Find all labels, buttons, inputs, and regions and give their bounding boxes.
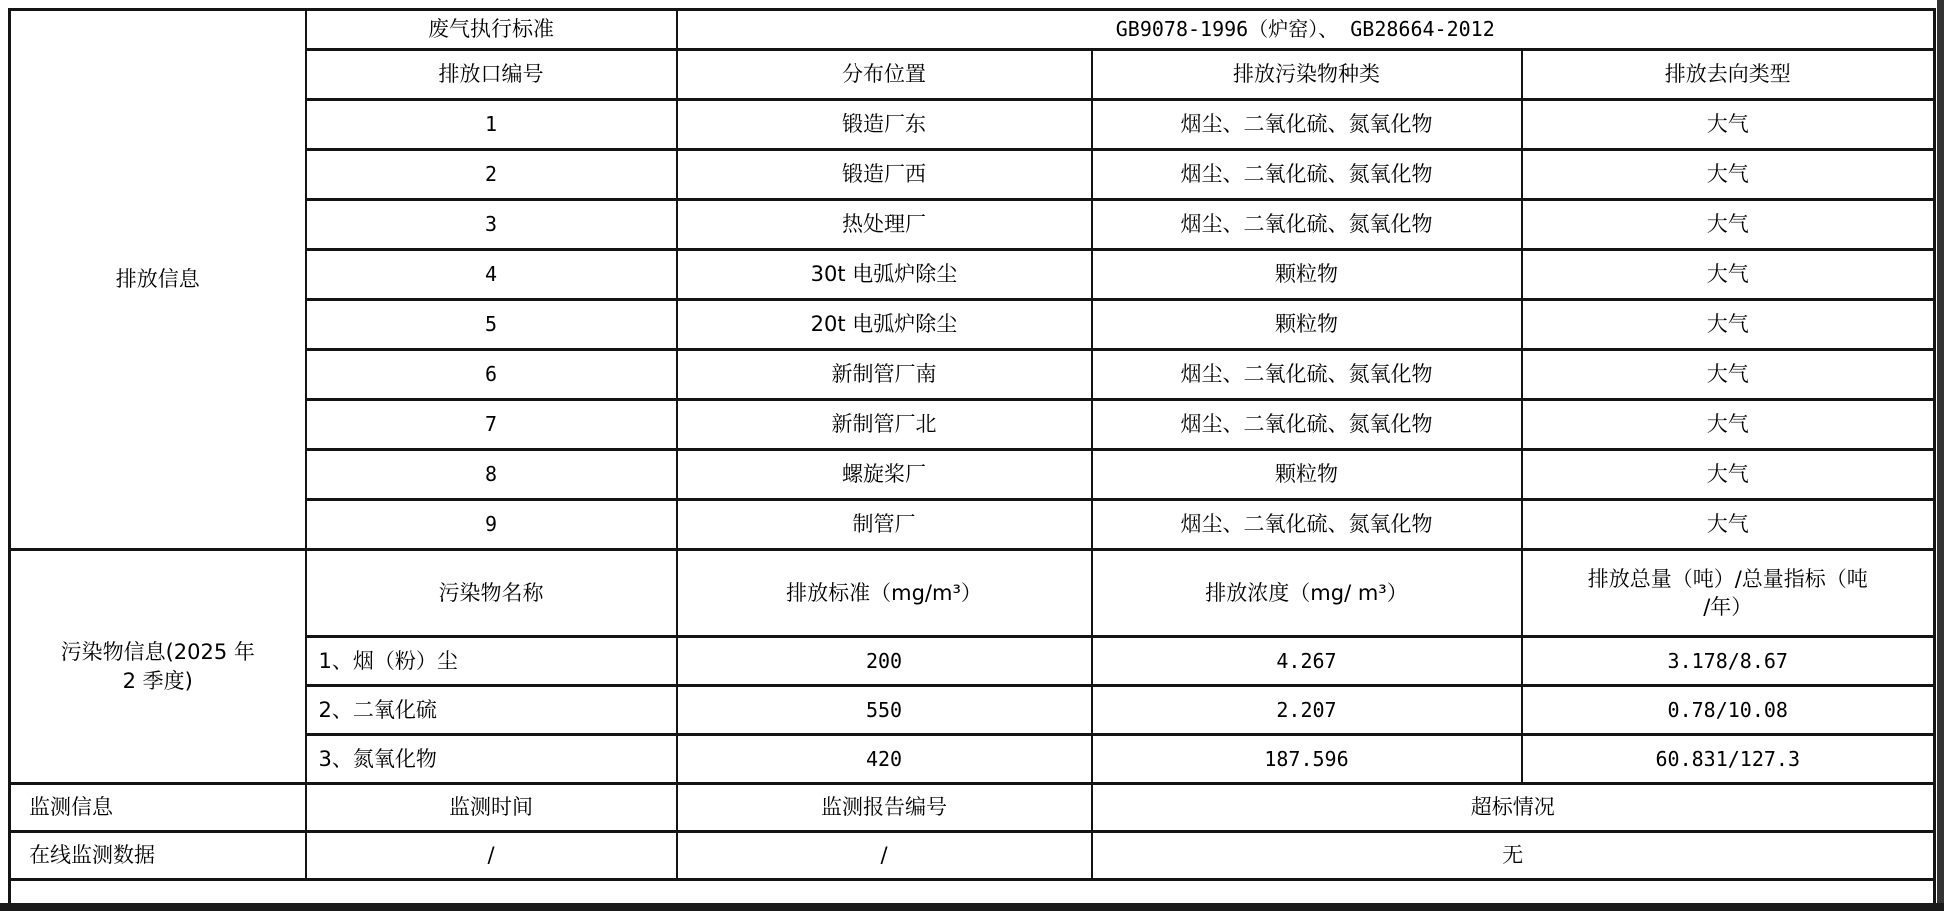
emission-section-label: 排放信息 — [10, 10, 306, 550]
outlet-pollutants: 颗粒物 — [1092, 250, 1522, 300]
outlet-destination: 大气 — [1522, 400, 1935, 450]
outlet-pollutants: 烟尘、二氧化硫、氮氧化物 — [1092, 400, 1522, 450]
pollutant-standard: 420 — [677, 735, 1092, 784]
outlet-destination: 大气 — [1522, 300, 1935, 350]
col-header-outlet-id: 排放口编号 — [306, 50, 677, 100]
outlet-destination: 大气 — [1522, 450, 1935, 500]
pollutant-standard: 550 — [677, 686, 1092, 735]
disclosure-table — [8, 8, 1936, 907]
outlet-pollutants: 烟尘、二氧化硫、氮氧化物 — [1092, 200, 1522, 250]
online-time-value: / — [306, 832, 677, 880]
pollutant-total: 3.178/8.67 — [1522, 637, 1935, 686]
standard-value-cell: GB9078-1996（炉窑）、 GB28664-2012 — [677, 10, 1935, 50]
pollutant-total: 60.831/127.3 — [1522, 735, 1935, 784]
col-header-destination: 排放去向类型 — [1522, 50, 1935, 100]
online-data-label: 在线监测数据 — [10, 832, 306, 880]
outlet-location: 新制管厂南 — [677, 350, 1092, 400]
pollutant-total: 0.78/10.08 — [1522, 686, 1935, 735]
col-header-standard: 排放标准（mg/m³） — [677, 550, 1092, 637]
empty-row — [10, 880, 1935, 906]
outlet-location: 螺旋桨厂 — [677, 450, 1092, 500]
col-header-total: 排放总量（吨）/总量指标（吨 /年） — [1522, 550, 1935, 637]
col-header-location: 分布位置 — [677, 50, 1092, 100]
outlet-destination: 大气 — [1522, 350, 1935, 400]
window-right-edge — [1937, 0, 1944, 911]
monitoring-header-row — [10, 784, 1935, 832]
col-header-pollutant-name: 污染物名称 — [306, 550, 677, 637]
outlet-id: 7 — [306, 400, 677, 450]
monitor-report-header: 监测报告编号 — [677, 784, 1092, 832]
window-bottom-edge — [0, 903, 1944, 911]
outlet-destination: 大气 — [1522, 150, 1935, 200]
outlet-pollutants: 烟尘、二氧化硫、氮氧化物 — [1092, 350, 1522, 400]
pollutant-name: 2、二氧化硫 — [306, 686, 677, 735]
outlet-destination: 大气 — [1522, 500, 1935, 550]
outlet-id: 8 — [306, 450, 677, 500]
outlet-location: 制管厂 — [677, 500, 1092, 550]
outlet-id: 3 — [306, 200, 677, 250]
col-header-pollutants: 排放污染物种类 — [1092, 50, 1522, 100]
outlet-location: 热处理厂 — [677, 200, 1092, 250]
outlet-id: 6 — [306, 350, 677, 400]
outlet-pollutants: 烟尘、二氧化硫、氮氧化物 — [1092, 500, 1522, 550]
outlet-pollutants: 烟尘、二氧化硫、氮氧化物 — [1092, 100, 1522, 150]
standard-label-cell: 废气执行标准 — [306, 10, 677, 50]
outlet-location: 锻造厂西 — [677, 150, 1092, 200]
outlet-location: 30t 电弧炉除尘 — [677, 250, 1092, 300]
outlet-id: 4 — [306, 250, 677, 300]
outlet-pollutants: 颗粒物 — [1092, 450, 1522, 500]
outlet-id: 2 — [306, 150, 677, 200]
outlet-location: 锻造厂东 — [677, 100, 1092, 150]
exceed-value: 无 — [1092, 832, 1935, 880]
outlet-destination: 大气 — [1522, 100, 1935, 150]
pollutant-name: 3、氮氧化物 — [306, 735, 677, 784]
outlet-pollutants: 颗粒物 — [1092, 300, 1522, 350]
pollutant-concentration: 187.596 — [1092, 735, 1522, 784]
outlet-destination: 大气 — [1522, 250, 1935, 300]
exceed-header: 超标情况 — [1092, 784, 1935, 832]
pollutant-name: 1、烟（粉）尘 — [306, 637, 677, 686]
online-data-row — [10, 832, 1935, 880]
pollutant-section-label: 污染物信息(2025 年 2 季度) — [10, 550, 306, 784]
monitor-time-header: 监测时间 — [306, 784, 677, 832]
outlet-location: 新制管厂北 — [677, 400, 1092, 450]
outlet-destination: 大气 — [1522, 200, 1935, 250]
outlet-id: 1 — [306, 100, 677, 150]
outlet-id: 9 — [306, 500, 677, 550]
col-header-concentration: 排放浓度（mg/ m³） — [1092, 550, 1522, 637]
standard-row — [10, 10, 1935, 50]
pollutant-concentration: 2.207 — [1092, 686, 1522, 735]
pollutant-standard: 200 — [677, 637, 1092, 686]
monitoring-section-label: 监测信息 — [10, 784, 306, 832]
empty-cell — [10, 880, 1935, 906]
outlet-location: 20t 电弧炉除尘 — [677, 300, 1092, 350]
outlet-pollutants: 烟尘、二氧化硫、氮氧化物 — [1092, 150, 1522, 200]
pollutant-concentration: 4.267 — [1092, 637, 1522, 686]
pollutant-header-row — [10, 550, 1935, 637]
outlet-id: 5 — [306, 300, 677, 350]
online-report-value: / — [677, 832, 1092, 880]
